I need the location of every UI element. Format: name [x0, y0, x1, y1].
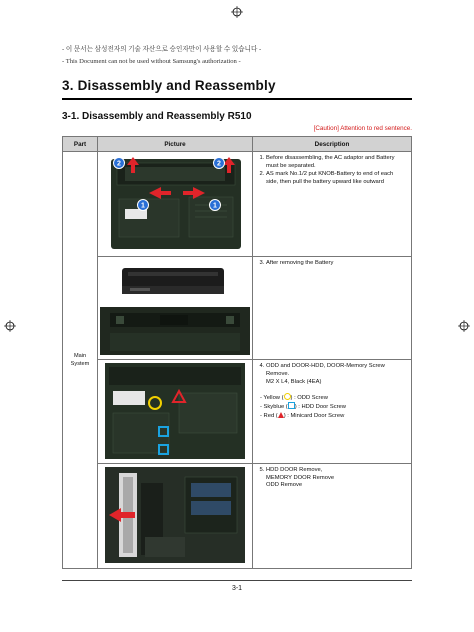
legend-item-yellow — [257, 393, 407, 403]
battery-photo — [100, 260, 250, 304]
table-row — [63, 464, 412, 569]
picture-cell — [98, 257, 253, 360]
marker-1-icon — [138, 200, 149, 211]
legend-suffix: ) : Minicard Door Screw — [283, 412, 345, 419]
step-text: 4. ODD and DOOR-HDD, DOOR-Memory Screw Remove. — [266, 363, 407, 378]
description-cell — [253, 152, 412, 257]
table-row — [63, 152, 412, 257]
screw-spec: M2 X L4, Black (4EA) — [266, 379, 322, 386]
marker-number: 2 — [217, 160, 221, 168]
header-description: Description — [253, 137, 412, 152]
marker-number: 1 — [213, 202, 217, 210]
marker-number: 2 — [117, 160, 121, 168]
picture-cell — [98, 360, 253, 464]
step-text: 5. HDD DOOR Remove, — [266, 467, 323, 473]
subsection-title: 3-1. Disassembly and Reassembly R510 — [62, 111, 252, 122]
footer-rule — [62, 580, 412, 581]
legend-suffix: ) : HDD Door Screw — [294, 404, 346, 411]
table-header-row — [63, 137, 412, 152]
description-cell — [253, 360, 412, 464]
legend-prefix: - Skyblue ( — [260, 404, 288, 411]
laptop-screws-photo — [105, 363, 245, 459]
step-text: MEMORY DOOR Remove — [266, 474, 335, 481]
step-text: ODD Remove — [266, 482, 303, 489]
legend-prefix: - Yellow ( — [260, 394, 284, 401]
skyblue-square-icon — [288, 402, 295, 409]
page-number: 3-1 — [231, 585, 243, 592]
marker-2-icon — [114, 158, 125, 169]
header-part: Part — [63, 137, 98, 152]
legend-prefix: - Red ( — [260, 412, 278, 419]
header-picture: Picture — [98, 137, 253, 152]
picture-cell — [98, 464, 253, 569]
legend-item-skyblue — [257, 402, 407, 412]
doors-removed-photo — [105, 467, 245, 563]
marker-number: 1 — [141, 202, 145, 210]
part-label: System — [70, 361, 90, 367]
step-text: 1. Before disassembling, the AC adaptor and Battery must be separated. — [266, 155, 407, 170]
description-cell — [253, 464, 412, 569]
laptop-bottom-photo — [105, 155, 245, 252]
marker-1-icon — [210, 200, 221, 211]
title-rule — [62, 98, 412, 100]
step-text: 3. After removing the Battery — [266, 260, 407, 268]
legend-suffix: ) : ODD Screw — [290, 394, 328, 401]
registration-mark-icon — [231, 6, 243, 18]
table-row — [63, 360, 412, 464]
notice-english: - This Document can not be used without Samsung's authorization - — [62, 58, 241, 65]
disassembly-table — [62, 136, 412, 569]
caution-note: [Caution] Attention to red sentence. — [313, 125, 412, 132]
legend-item-red — [257, 412, 407, 421]
part-label: Main — [73, 353, 87, 359]
authorization-notice — [62, 44, 261, 68]
picture-cell — [98, 152, 253, 257]
battery-bay-photo — [100, 307, 250, 355]
part-cell — [63, 152, 98, 569]
yellow-circle-icon — [284, 393, 291, 400]
marker-2-icon — [214, 158, 225, 169]
registration-mark-icon — [458, 320, 470, 332]
registration-mark-icon — [4, 320, 16, 332]
description-cell — [253, 257, 412, 360]
step-text: 2. AS mark No.1/2 put KNOB-Battery to end of each side, then pull the battery upward like outward — [266, 171, 407, 186]
section-title: 3. Disassembly and Reassembly — [62, 78, 276, 93]
table-row — [63, 257, 412, 360]
notice-korean: - 이 문서는 삼성전자의 기술 자산으로 승인자만이 사용할 수 있습니다 - — [62, 46, 262, 53]
